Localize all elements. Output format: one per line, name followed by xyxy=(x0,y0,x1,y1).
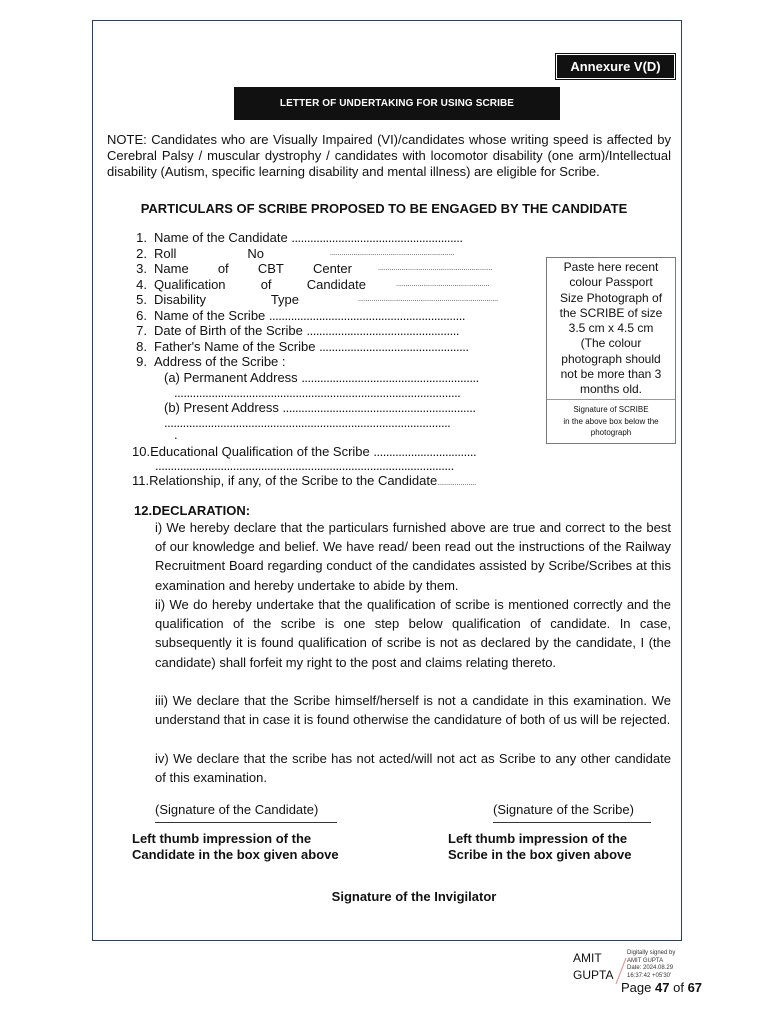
present-address-label: (b) Present Address .............................................................. xyxy=(164,400,476,415)
page-number: Page 47 of 67 xyxy=(621,980,703,995)
annexure-label: Annexure V(D) xyxy=(557,55,674,78)
candidate-thumb-impression: Left thumb impression of the Candidate in the box given above xyxy=(132,831,339,862)
item-scribe-address: Address of the Scribe : xyxy=(154,354,286,369)
digital-signature-details: Digitally signed by AMIT GUPTA Date: 2024.08.29 16:37:42 +05'30' xyxy=(627,950,676,979)
photo-divider xyxy=(547,399,675,400)
permanent-address-label: (a) Permanent Address ......................................................... xyxy=(164,369,479,385)
item-scribe-dob: Date of Birth of the Scribe ................................................. xyxy=(154,323,459,338)
item-roll-no: Roll No ................................................................ xyxy=(154,245,455,261)
scribe-signature-note: Signature of SCRIBE in the above box below the photograph xyxy=(563,405,659,437)
item-number: 1. 2. 3. 4. 5. 6. 7. 8. 9. xyxy=(136,230,147,369)
photo-instructions: Paste here recent colour Passport Size Photograph of the SCRIBE of size 3.5 cm x 4.5 cm (The colour photograph should not be more than 3 months old. xyxy=(559,260,663,397)
digital-signer-name: AMIT GUPTA xyxy=(573,951,614,982)
item-father-name: Father's Name of the Scribe ................................................ xyxy=(154,338,469,354)
present-address-line: ............................................................................................ xyxy=(164,415,451,430)
particulars-heading: PARTICULARS OF SCRIBE PROPOSED TO BE ENGAGED BY THE CANDIDATE xyxy=(140,201,628,216)
declaration-heading: 12.DECLARATION: xyxy=(134,503,251,518)
permanent-address-line: ............................................................................................ xyxy=(174,385,461,400)
photo-paste-box xyxy=(546,257,676,444)
item-candidate-qualification: Qualification of Candidate ................................................ xyxy=(154,276,490,292)
note-paragraph: NOTE: Candidates who are Visually Impaired (VI)/candidates whose writing speed is affected by Cerebral Palsy / muscular dystrophy / candidates with locomotor disability (one arm)/Intellectual disability (Autism, specific learning disability and mental illness) are eligible for Scribe. xyxy=(107,132,671,179)
item-disability-type: Disability Type ........................................................................ xyxy=(154,292,499,307)
declaration-para-2: ii) We do hereby undertake that the qualification of scribe is mentioned correctly and the qualification of the scribe is one step below qualification of candidate. In case, subsequently it is found qualification of scribe is not as declared by the candidate, I (the candidate) shall forfeit my right to the post and claims relating thereto. xyxy=(155,597,671,670)
invigilator-signature: Signature of the Invigilator xyxy=(331,889,497,904)
candidate-signature-line: (Signature of the Candidate) xyxy=(155,802,337,823)
item-cbt-center: Name of CBT Center ........................................................... xyxy=(154,261,493,276)
present-address-line-end: . xyxy=(174,427,178,442)
item-scribe-education: 10.Educational Qualification of the Scribe ................................. xyxy=(132,443,477,459)
scribe-signature-line: (Signature of the Scribe) xyxy=(493,802,651,823)
letter-title: LETTER OF UNDERTAKING FOR USING SCRIBE xyxy=(234,87,560,120)
item-scribe-name: Name of the Scribe ............................................................... xyxy=(154,307,465,323)
declaration-para-1: i) We hereby declare that the particulars furnished above are true and correct to the best of our knowledge and belief. We have read/ been read out the instructions of the Railway Recruitment Board regarding conduct of the candidates assisted by Scribe/Scribes at this examination and hereby undertake to abide by them. xyxy=(155,520,671,593)
scribe-thumb-impression: Left thumb impression of the Scribe in the box given above xyxy=(448,831,632,862)
item-relationship: 11.Relationship, if any, of the Scribe to the Candidate.................... xyxy=(132,473,477,488)
declaration-para-4: iv) We declare that the scribe has not acted/will not act as Scribe to any other candidate of this examination. xyxy=(155,751,671,786)
item-scribe-education-line: ................................................................................................ xyxy=(155,458,454,473)
declaration-para-3: iii) We declare that the Scribe himself/herself is not a candidate in this examination. We understand that in case it is found otherwise the candidature of both of us will be rejected. xyxy=(155,693,671,728)
item-candidate-name: Name of the Candidate ....................................................... xyxy=(154,230,463,245)
